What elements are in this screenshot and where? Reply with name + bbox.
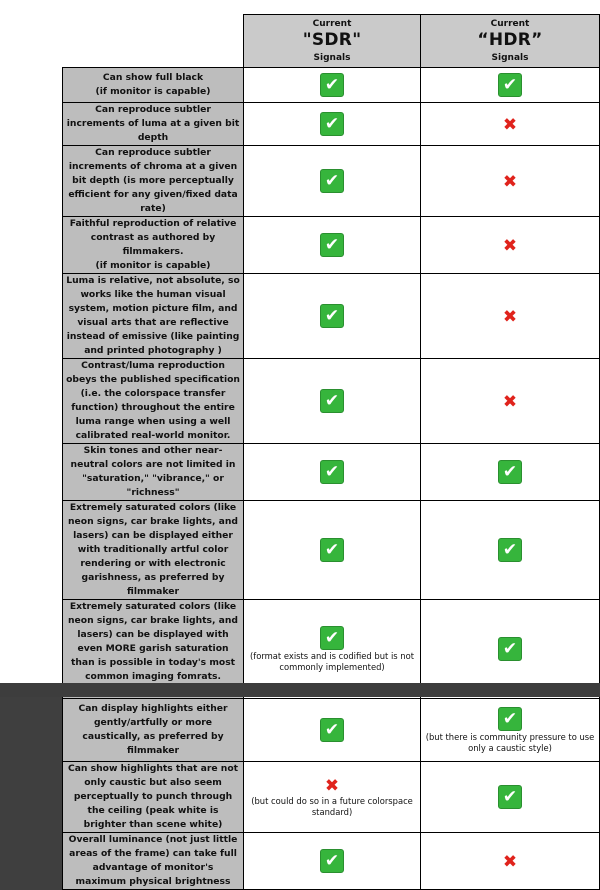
check-icon: ✔ <box>320 304 344 328</box>
cross-icon: ✖ <box>324 776 340 796</box>
feature-cell <box>63 833 244 890</box>
table-row <box>63 217 600 274</box>
header-row <box>63 15 600 68</box>
cross-icon: ✖ <box>502 306 518 327</box>
check-icon: ✔ <box>498 785 522 809</box>
sdr-cell <box>244 274 421 359</box>
check-icon: ✔ <box>320 389 344 413</box>
feature-cell <box>63 762 244 833</box>
feature-cell <box>63 699 244 762</box>
hdr-header-top: Current <box>490 18 530 29</box>
cross-icon: ✖ <box>502 235 518 256</box>
feature-text: Extremely saturated colors (like neon signs, car brake lights, and lasers) can be displayed with even MORE garish saturation than is possible in today's most common imaging fomrats. <box>68 601 238 682</box>
table-row <box>63 274 600 359</box>
feature-text: Can show highlights that are not only caustic but also seem perceptually to punch through the ceiling (peak white is brighter than scene white) <box>67 763 239 830</box>
sdr-header-name: "SDR" <box>302 30 362 51</box>
table-row <box>63 444 600 501</box>
feature-cell <box>63 68 244 103</box>
hdr-cell <box>421 501 600 600</box>
feature-text: Can reproduce subtler increments of luma at a given bit depth <box>66 104 240 143</box>
hdr-cell <box>421 146 600 217</box>
cross-icon: ✖ <box>502 171 518 192</box>
sdr-cell <box>244 68 421 103</box>
check-icon: ✔ <box>498 460 522 484</box>
hdr-header-bottom: Signals <box>491 52 529 63</box>
sdr-cell <box>244 699 421 762</box>
hdr-cell <box>421 103 600 146</box>
hdr-cell <box>421 699 600 762</box>
hdr-cell <box>421 359 600 444</box>
feature-cell <box>63 501 244 600</box>
table-row <box>63 68 600 103</box>
cross-icon: ✖ <box>502 851 518 872</box>
feature-cell <box>63 103 244 146</box>
feature-text: Contrast/luma reproduction obeys the published specification (i.e. the colorspace transfer function) throughout the entire luma range when using a well calibrated real-world monitor. <box>66 360 240 441</box>
sdr-cell <box>244 444 421 501</box>
check-icon: ✔ <box>320 73 344 97</box>
check-icon: ✔ <box>320 112 344 136</box>
table-row <box>63 501 600 600</box>
sdr-header-top: Current <box>312 18 352 29</box>
column-header-sdr <box>244 15 421 68</box>
check-icon: ✔ <box>320 718 344 742</box>
feature-text: Can display highlights either gently/artfully or more caustically, as preferred by filmmaker <box>78 703 228 756</box>
hdr-cell <box>421 217 600 274</box>
feature-text: Skin tones and other near-neutral colors are not limited in "saturation," "vibrance," or "richness" <box>70 445 236 498</box>
sdr-cell <box>244 146 421 217</box>
check-icon: ✔ <box>498 637 522 661</box>
sdr-cell <box>244 501 421 600</box>
table-row <box>63 833 600 890</box>
feature-cell <box>63 217 244 274</box>
table-row <box>63 762 600 833</box>
hdr-cell <box>421 444 600 501</box>
feature-cell <box>63 274 244 359</box>
table-row <box>63 103 600 146</box>
feature-text: Overall luminance (not just little areas of the frame) can take full advantage of monitor's maximum physical brightness <box>68 834 238 887</box>
header-blank-cell <box>63 15 244 68</box>
hdr-cell <box>421 274 600 359</box>
feature-cell <box>63 359 244 444</box>
hdr-note: (but there is community pressure to use only a caustic style) <box>425 731 595 753</box>
check-icon: ✔ <box>320 460 344 484</box>
cross-icon: ✖ <box>502 114 518 135</box>
check-icon: ✔ <box>498 707 522 731</box>
cross-icon: ✖ <box>502 391 518 412</box>
bottom-strip <box>0 683 600 697</box>
sdr-cell <box>244 217 421 274</box>
sdr-cell <box>244 103 421 146</box>
sdr-cell <box>244 762 421 833</box>
sdr-cell <box>244 359 421 444</box>
feature-text: Extremely saturated colors (like neon signs, car brake lights, and lasers) can be displayed either with traditionally artful color rendering or with electronic garishness, as preferred by filmmaker <box>68 502 238 597</box>
feature-cell <box>63 146 244 217</box>
hdr-cell <box>421 762 600 833</box>
check-icon: ✔ <box>320 233 344 257</box>
comparison-table <box>62 14 600 890</box>
hdr-cell <box>421 833 600 890</box>
check-icon: ✔ <box>498 538 522 562</box>
feature-cell <box>63 444 244 501</box>
check-icon: ✔ <box>320 849 344 873</box>
sdr-note: (but could do so in a future colorspace standard) <box>251 796 413 817</box>
hdr-cell <box>421 68 600 103</box>
feature-text: Luma is relative, not absolute, so works like the human visual system, motion picture film, and visual arts that are reflective instead of emissive (like painting and printed photography ) <box>66 275 240 356</box>
feature-text: Can show full black (if monitor is capable) <box>95 72 211 97</box>
column-header-hdr <box>421 15 600 68</box>
check-icon: ✔ <box>498 73 522 97</box>
check-icon: ✔ <box>320 538 344 562</box>
sdr-header-bottom: Signals <box>313 52 351 63</box>
sdr-cell <box>244 833 421 890</box>
feature-text: Can reproduce subtler increments of chroma at a given bit depth (is more perceptually efficient for any given/fixed data rate) <box>68 147 238 214</box>
table-row <box>63 359 600 444</box>
table-row <box>63 146 600 217</box>
check-icon: ✔ <box>320 626 344 650</box>
table-row <box>63 699 600 762</box>
feature-text: Faithful reproduction of relative contrast as authored by filmmakers. (if monitor is capable) <box>69 218 237 271</box>
hdr-header-name: “HDR” <box>477 30 543 51</box>
sdr-note: (format exists and is codified but is not commonly implemented) <box>250 650 415 672</box>
check-icon: ✔ <box>320 169 344 193</box>
